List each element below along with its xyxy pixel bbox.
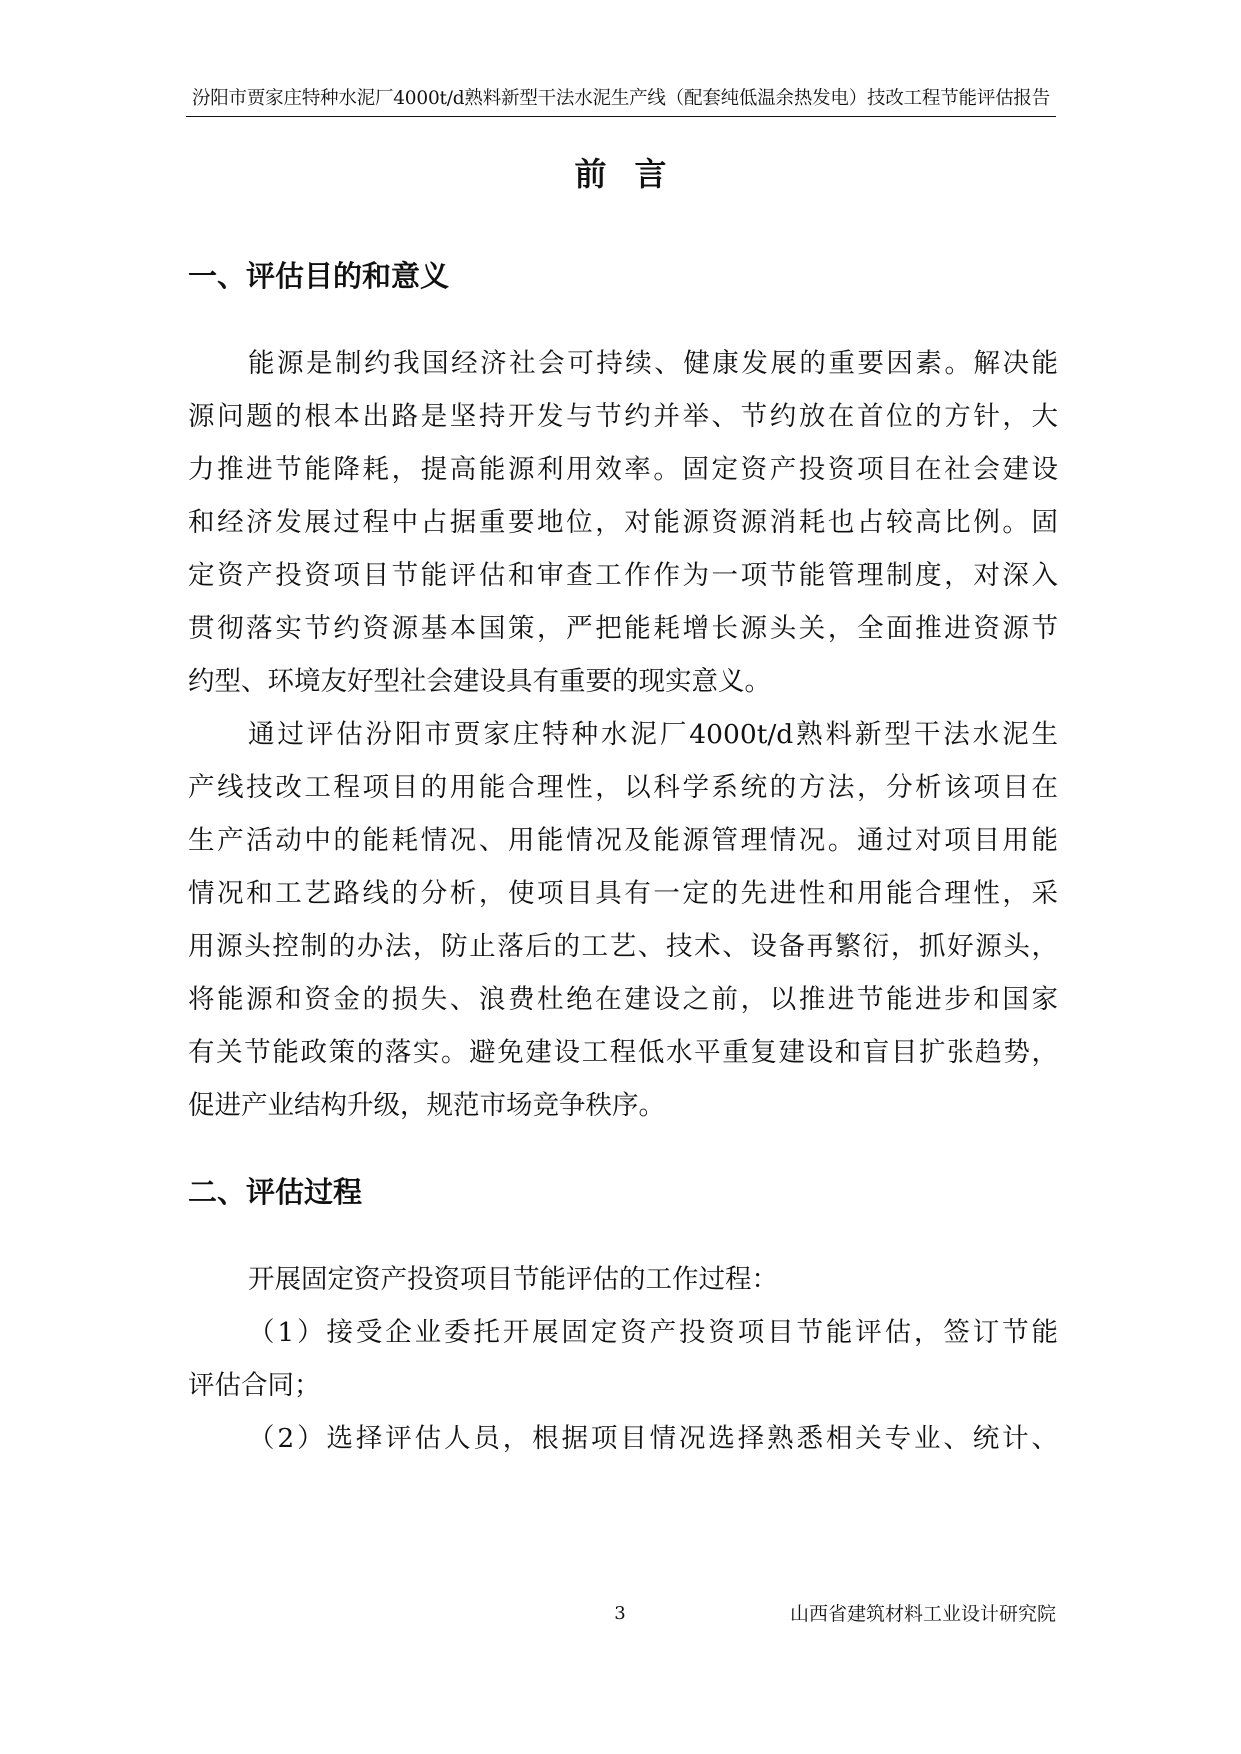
page-title: 前言 [574, 155, 695, 193]
paragraph-line: 贯彻落实节约资源基本国策，严把能耗增长源头关，全面推进资源节 [188, 613, 1058, 644]
paragraph-line: 将能源和资金的损失、浪费杜绝在建设之前，以推进节能进步和国家 [188, 984, 1058, 1015]
paragraph-line: 开展固定资产投资项目节能评估的工作过程： [248, 1264, 778, 1295]
paragraph-line: 和经济发展过程中占据重要地位，对能源资源消耗也占较高比例。固 [188, 507, 1058, 538]
list-item: （2）选择评估人员，根据项目情况选择熟悉相关专业、统计、 [248, 1423, 1058, 1454]
paragraph-line: 源问题的根本出路是坚持开发与节约并举、节约放在首位的方针，大 [188, 401, 1058, 432]
paragraph-line: 促进产业结构升级，规范市场竞争秩序。 [188, 1090, 665, 1121]
list-item: （1）接受企业委托开展固定资产投资项目节能评估，签订节能 [248, 1317, 1058, 1348]
paragraph-line: 约型、环境友好型社会建设具有重要的现实意义。 [188, 666, 771, 697]
paragraph-line: 力推进节能降耗，提高能源利用效率。固定资产投资项目在社会建设 [188, 454, 1058, 485]
paragraph-line: 产线技改工程项目的用能合理性，以科学系统的方法，分析该项目在 [188, 772, 1058, 803]
paragraph-line: 情况和工艺路线的分析，使项目具有一定的先进性和用能合理性，采 [188, 878, 1058, 909]
list-item-continuation: 评估合同； [188, 1370, 321, 1401]
section-heading-purpose: 一、评估目的和意义 [188, 259, 450, 293]
paragraph-line: 能源是制约我国经济社会可持续、健康发展的重要因素。解决能 [248, 348, 1058, 379]
paragraph-line: 用源头控制的办法，防止落后的工艺、技术、设备再繁衍，抓好源头， [188, 931, 1058, 962]
paragraph-line: 有关节能政策的落实。避免建设工程低水平重复建设和盲目扩张趋势， [188, 1037, 1058, 1068]
header-rule [186, 116, 1056, 117]
footer-organization: 山西省建筑材料工业设计研究院 [789, 1603, 1056, 1625]
paragraph-line: 通过评估汾阳市贾家庄特种水泥厂4000t/d熟料新型干法水泥生 [248, 719, 1058, 750]
paragraph-line: 生产活动中的能耗情况、用能情况及能源管理情况。通过对项目用能 [188, 825, 1058, 856]
running-header: 汾阳市贾家庄特种水泥厂4000t/d熟料新型干法水泥生产线（配套纯低温余热发电）技改工程节能评估报告 [191, 88, 1051, 109]
page-number: 3 [614, 1603, 626, 1624]
paragraph-line: 定资产投资项目节能评估和审查工作作为一项节能管理制度，对深入 [188, 560, 1058, 591]
section-heading-process: 二、评估过程 [188, 1175, 363, 1209]
